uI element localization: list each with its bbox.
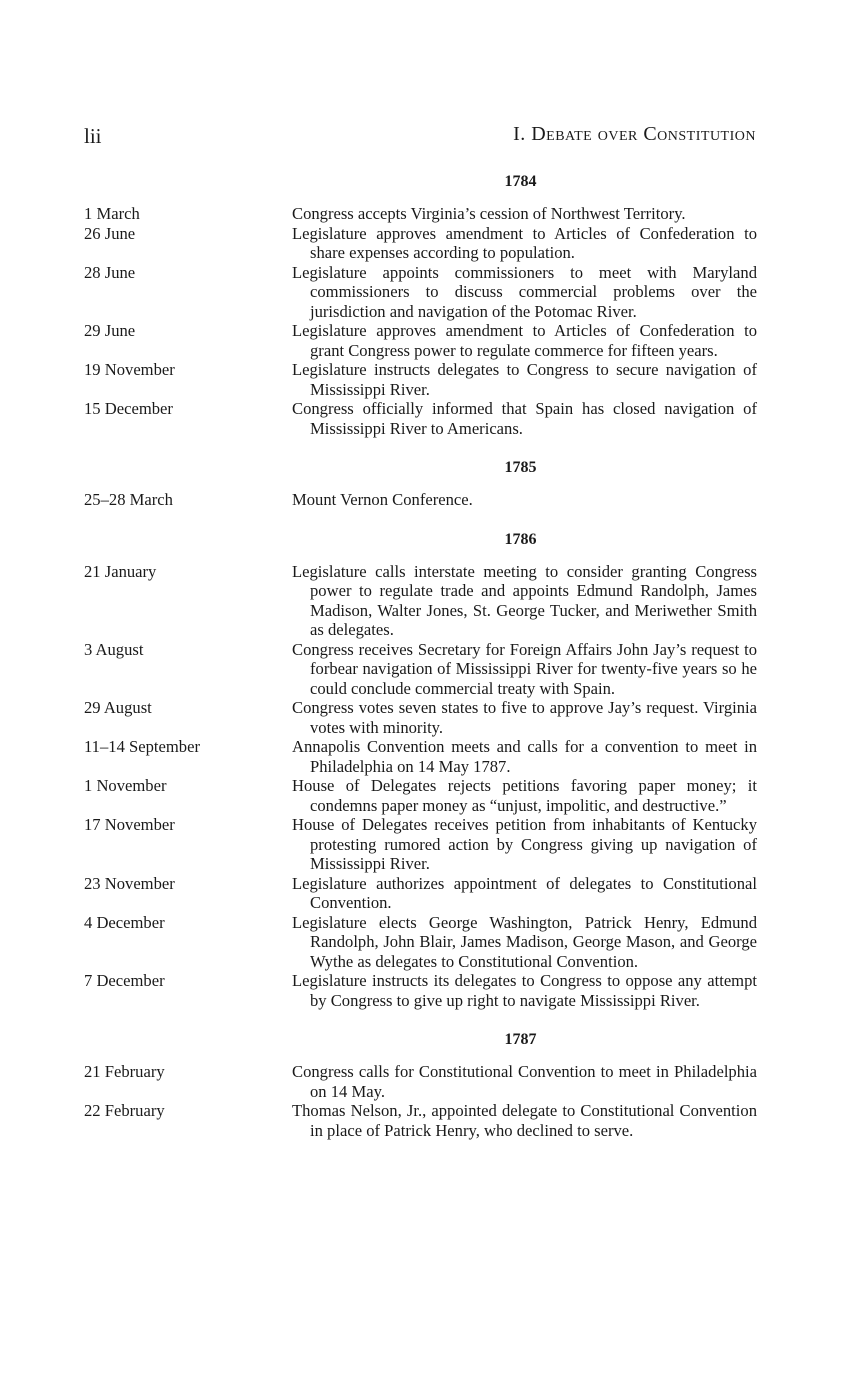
year-heading: 1786 (504, 530, 537, 548)
chronology-entry (84, 360, 757, 399)
entry-date: 23 November (84, 873, 175, 893)
entry-text: Congress officially informed that Spain has closed navigation of Mississippi River to Americans. (292, 399, 757, 438)
entry-text: Legislature elects George Washington, Patrick Henry, Edmund Randolph, John Blair, James Madison, George Mason, and George Wythe as delegates to Constitutional Convention. (292, 912, 757, 971)
chronology-entry (84, 913, 757, 972)
entry-date: 19 November (84, 360, 175, 379)
entry-date: 25–28 March (84, 490, 173, 509)
entry-date: 3 August (84, 639, 144, 659)
entry-text: Legislature instructs delegates to Congress to secure navigation of Mississippi River. (292, 360, 757, 399)
chronology-entry (84, 204, 757, 224)
chronology-entry (84, 263, 757, 322)
entry-text: Congress votes seven states to five to approve Jay’s request. Virginia votes with minority. (292, 698, 757, 737)
entry-date: 21 January (84, 561, 157, 581)
chronology-entry (84, 1101, 757, 1140)
year-heading: 1785 (504, 459, 537, 476)
entry-text: Congress calls for Constitutional Convention to meet in Philadelphia on 14 May. (292, 1062, 757, 1101)
entry-date: 29 August (84, 698, 152, 717)
chronology-entry (84, 640, 757, 699)
chronology-entry (84, 737, 757, 776)
chronology-entry (84, 1062, 757, 1101)
entry-text: Legislature approves amendment to Articles of Confederation to grant Congress power to regulate commerce for fifteen years. (292, 321, 757, 360)
page-number: lii (84, 124, 102, 148)
chronology-entry (84, 815, 757, 874)
year-section-1785 (84, 456, 757, 510)
entry-date: 26 June (84, 223, 136, 243)
entry-text: Legislature instructs its delegates to Congress to oppose any attempt by Congress to give up right to navigate Mississippi River. (292, 971, 757, 1010)
year-section-1786 (84, 528, 757, 1011)
chronology-entry (84, 562, 757, 640)
entry-date: 17 November (84, 815, 175, 834)
chronology-entry (84, 698, 757, 737)
entry-text: Legislature calls interstate meeting to consider granting Congress power to regulate trade and appoints Edmund Randolph, James Madison, Walter Jones, St. George Tucker, and Meriwether Smith as delegates. (292, 561, 757, 639)
chronology-entry (84, 874, 757, 913)
entry-date: 7 December (84, 971, 165, 990)
chronology-entry (84, 224, 757, 263)
entry-date: 28 June (84, 262, 136, 282)
chronology-entry (84, 490, 757, 510)
entry-date: 29 June (84, 321, 136, 340)
entry-text: House of Delegates receives petition from inhabitants of Kentucky protesting rumored action by Congress giving up navigation of Mississippi River. (292, 815, 757, 873)
chronology-entry (84, 776, 757, 815)
entry-text: Mount Vernon Conference. (292, 490, 473, 509)
entry-date: 1 March (84, 204, 140, 223)
entry-date: 15 December (84, 399, 173, 418)
entry-date: 21 February (84, 1062, 165, 1081)
entry-text: Legislature appoints commissioners to meet with Maryland commissioners to discuss commercial problems over the jurisdiction and navigation of the Potomac River. (292, 262, 757, 321)
year-section-1787 (84, 1028, 757, 1140)
year-heading: 1787 (504, 1031, 537, 1048)
entry-date: 11–14 September (84, 737, 200, 756)
running-head: I. Debate over Constitution (513, 123, 756, 145)
entry-date: 1 November (84, 776, 167, 795)
year-heading: 1784 (504, 173, 537, 190)
chronology-entry (84, 971, 757, 1010)
entry-text: House of Delegates rejects petitions favoring paper money; it condemns paper money as “unjust, impolitic, and destructive.” (292, 776, 757, 815)
entry-text: Congress receives Secretary for Foreign Affairs John Jay’s request to forbear navigation of Mississippi River for twenty-five years so he could conclude commercial treaty with Spain. (292, 639, 757, 698)
entry-text: Annapolis Convention meets and calls for a convention to meet in Philadelphia on 14 May 1787. (292, 737, 757, 776)
year-section-1784 (84, 170, 757, 438)
chronology-entry (84, 399, 757, 438)
entry-text: Thomas Nelson, Jr., appointed delegate to Constitutional Convention in place of Patrick Henry, who declined to serve. (292, 1101, 757, 1140)
entry-text: Legislature approves amendment to Articles of Confederation to share expenses according to population. (292, 223, 757, 262)
chronology-entry (84, 321, 757, 360)
entry-date: 4 December (84, 912, 165, 932)
entry-date: 22 February (84, 1101, 165, 1120)
entry-text: Legislature authorizes appointment of delegates to Constitutional Convention. (292, 873, 757, 912)
chronology (84, 170, 757, 1158)
entry-text: Congress accepts Virginia’s cession of Northwest Territory. (292, 204, 686, 223)
